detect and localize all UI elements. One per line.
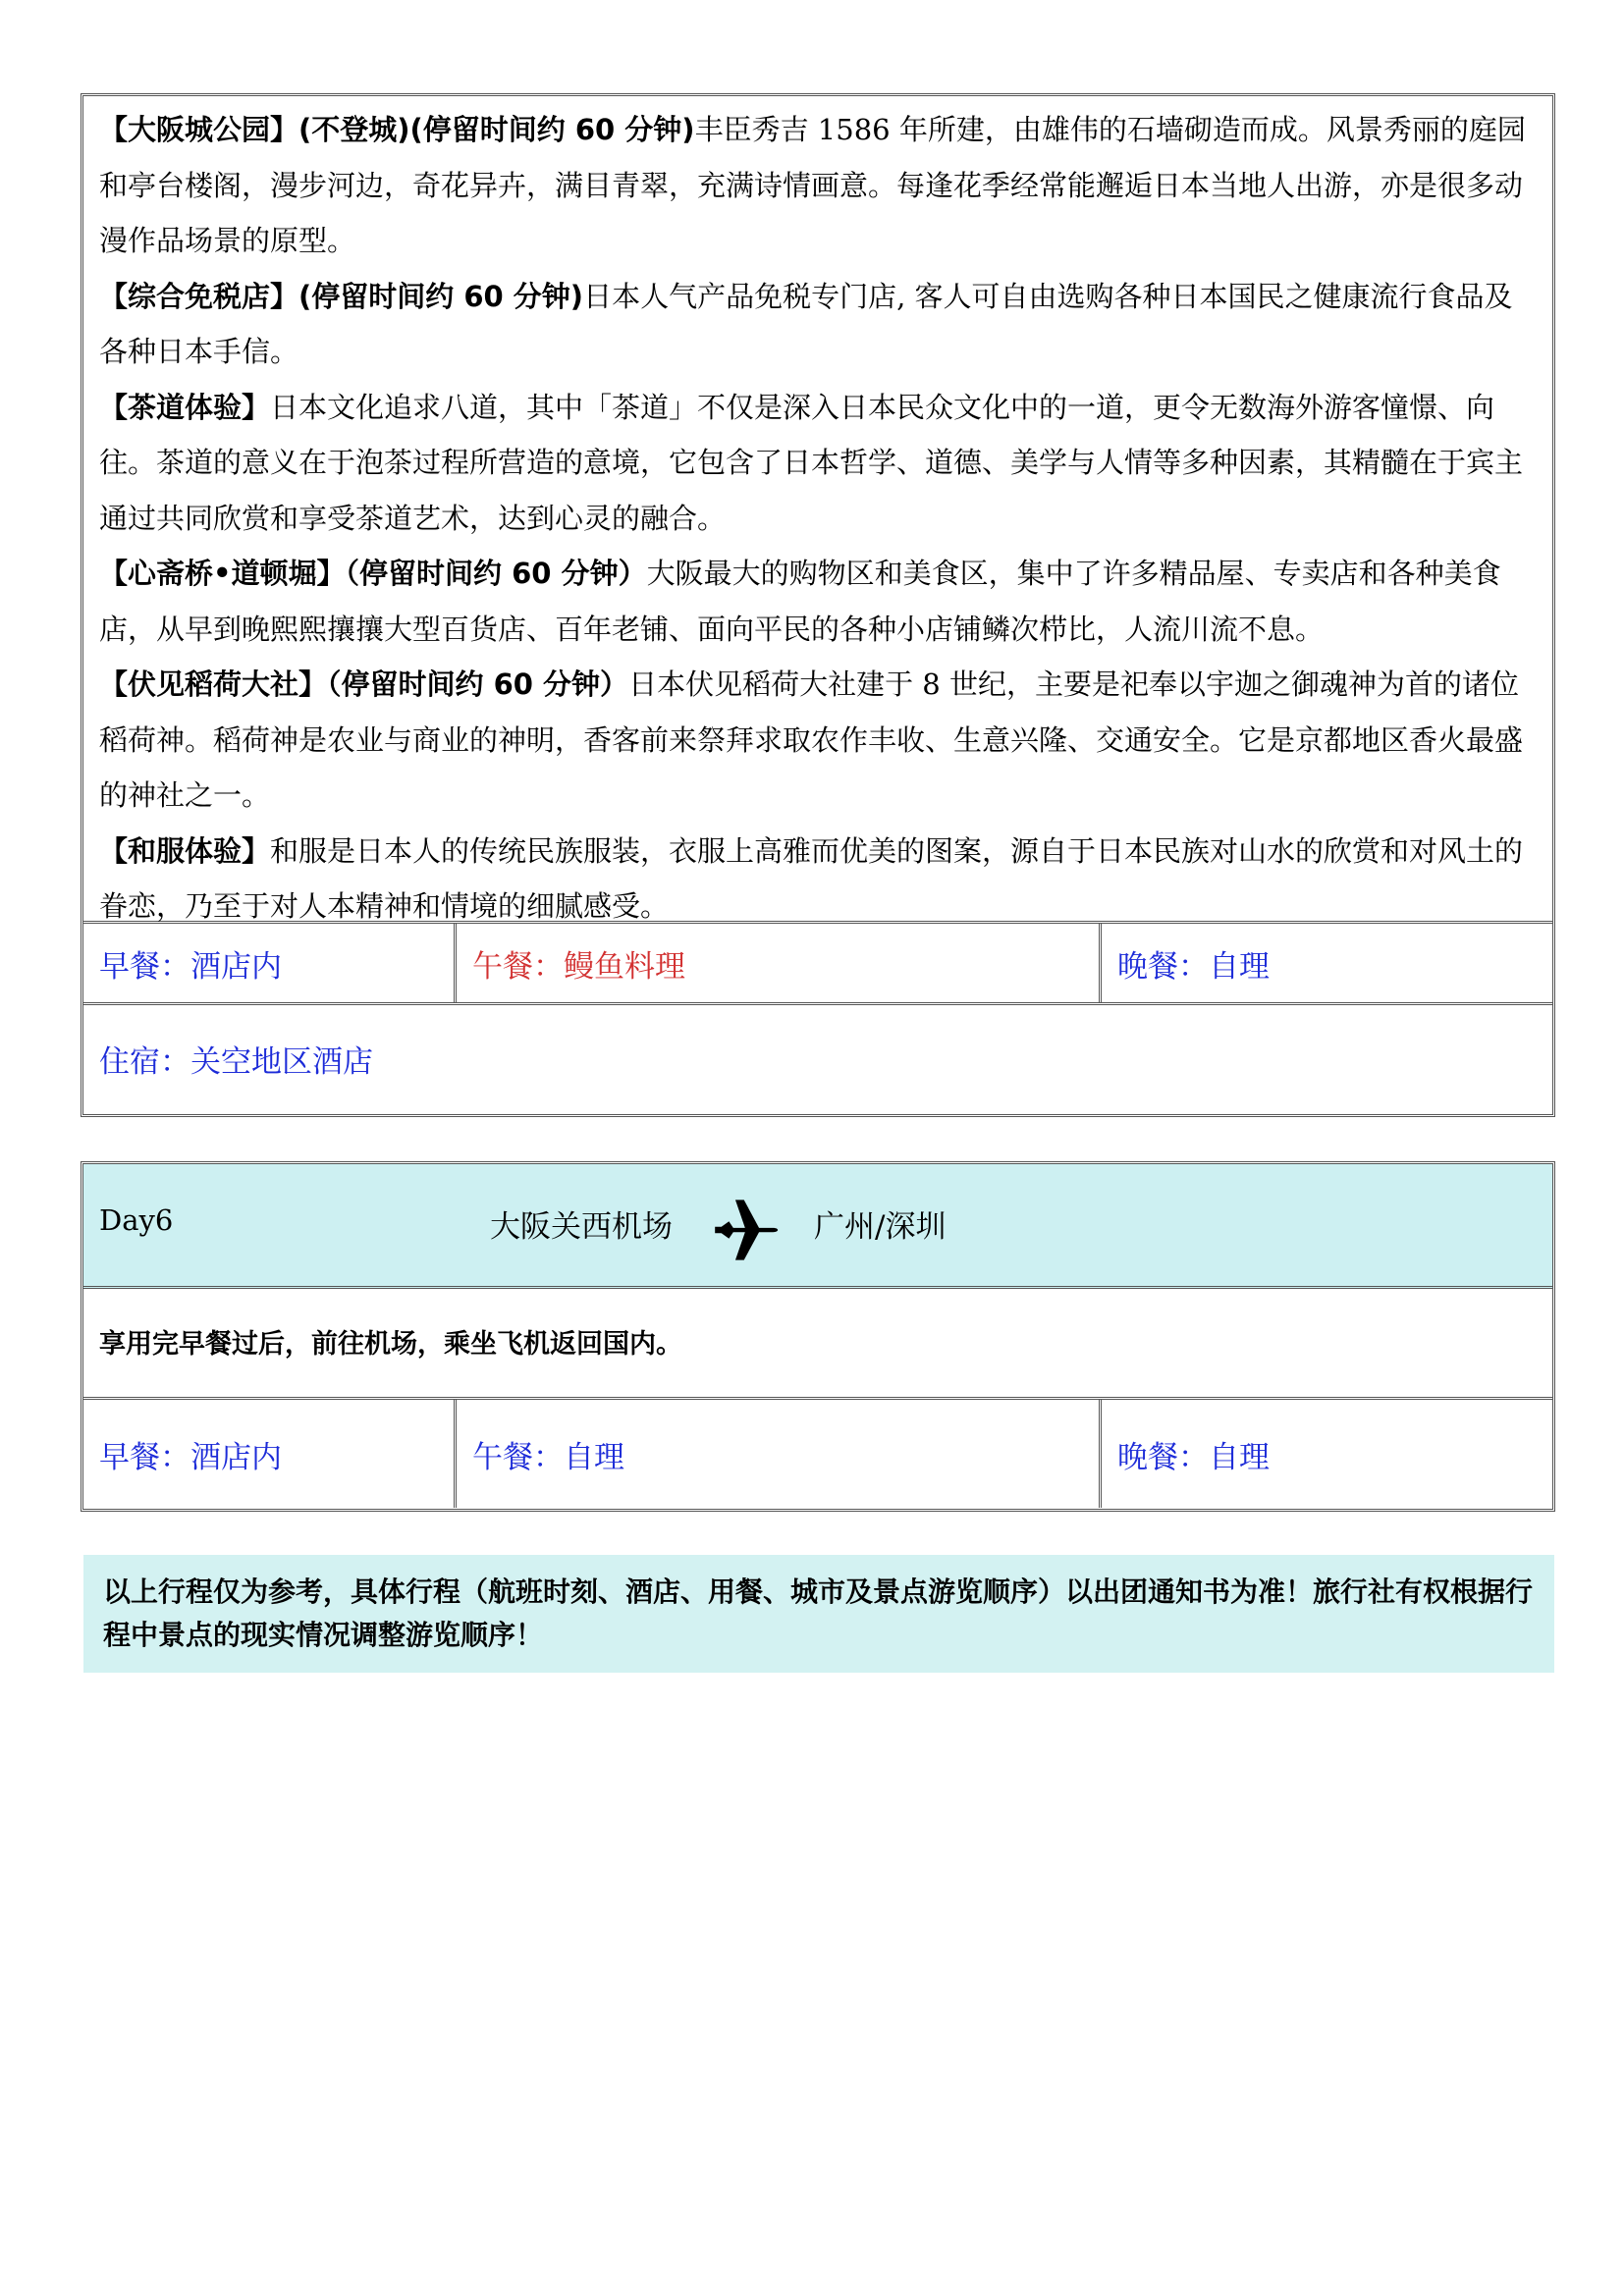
day6-description: 享用完早餐过后，前往机场，乘坐飞机返回国内。	[83, 1286, 1552, 1400]
attraction-title-duty-free: 【综合免税店】(停留时间约 60 分钟)	[99, 279, 584, 313]
attraction-title-tea-ceremony: 【茶道体验】	[99, 390, 271, 424]
departure-city: 大阪关西机场	[490, 1209, 673, 1245]
attraction-text-kimono: 和服是日本人的传统民族服装，衣服上高雅而优美的图案，源自于日本民族对山水的欣赏和对风土的眷恋，乃至于对人本精神和情境的细腻感受。	[99, 833, 1524, 923]
attraction-text-shinsaibashi: 大阪最大的购物区和美食区，集中了许多精品屋、专卖店和各种美食店，从早到晚熙熙攘攘大型百货店、百年老铺、面向平民的各种小店铺鳞次栉比，人流川流不息。	[99, 557, 1501, 646]
day6-label: Day6	[99, 1203, 174, 1237]
day6-itinerary-table	[81, 1161, 1555, 1512]
attraction-text-tea-ceremony: 日本文化追求八道，其中「茶道」不仅是深入日本民众文化中的一道，更令无数海外游客憧憬、向往。茶道的意义在于泡茶过程所营造的意境，它包含了日本哲学、道德、美学与人情等多种因素，其精髓在于宾主通过共同欣赏和享受茶道艺术，达到心灵的融合。	[99, 390, 1524, 535]
disclaimer-note: 以上行程仅为参考，具体行程（航班时刻、酒店、用餐、城市及景点游览顺序）以出团通知书为准！旅行社有权根据行程中景点的现实情况调整游览顺序！	[83, 1555, 1554, 1673]
day6-lunch: 午餐：自理	[457, 1400, 1102, 1508]
day5-dinner: 晚餐：自理	[1117, 948, 1270, 985]
attraction-text-fushimi-inari: 日本伏见稻荷大社建于 8 世纪，主要是祀奉以宇迦之御魂神为首的诸位稻荷神。稻荷神是农业与商业的神明，香客前来祭拜求取农作丰收、生意兴隆、交通安全。它是京都地区香火最盛的神社之一。	[99, 667, 1524, 812]
day5-breakfast: 早餐：酒店内	[83, 924, 457, 1002]
attraction-title-kimono: 【和服体验】	[99, 833, 271, 868]
day5-lunch: 午餐：鳗鱼料理	[457, 924, 1102, 1002]
day5-description	[83, 96, 1552, 924]
airplane-icon	[710, 1196, 785, 1264]
day5-accommodation: 住宿：关空地区酒店	[99, 1043, 373, 1080]
day5-itinerary-table	[81, 93, 1555, 1117]
attraction-text-osaka-castle: 丰臣秀吉 1586 年所建，由雄伟的石墙砌造而成。风景秀丽的庭园和亭台楼阁，漫步河边，奇花异卉，满目青翠，充满诗情画意。每逢花季经常能邂逅日本当地人出游，亦是很多动漫作品场景的原型。	[99, 113, 1526, 257]
attraction-title-fushimi-inari: 【伏见稻荷大社】（停留时间约 60 分钟）	[99, 667, 629, 701]
day6-breakfast: 早餐：酒店内	[83, 1400, 457, 1508]
day6-dinner: 晚餐：自理	[1117, 1439, 1270, 1475]
attraction-text-duty-free: 日本人气产品免税专门店, 客人可自由选购各种日本国民之健康流行食品及各种日本手信。	[99, 279, 1513, 368]
attraction-title-osaka-castle: 【大阪城公园】(不登城)(停留时间约 60 分钟)	[99, 113, 695, 146]
arrival-city: 广州/深圳	[814, 1209, 947, 1245]
day5-meal-row	[83, 924, 1552, 1005]
day6-meal-row	[83, 1400, 1552, 1508]
day6-header	[83, 1164, 1552, 1289]
attraction-title-shinsaibashi: 【心斋桥•道顿堀】（停留时间约 60 分钟）	[99, 557, 647, 590]
